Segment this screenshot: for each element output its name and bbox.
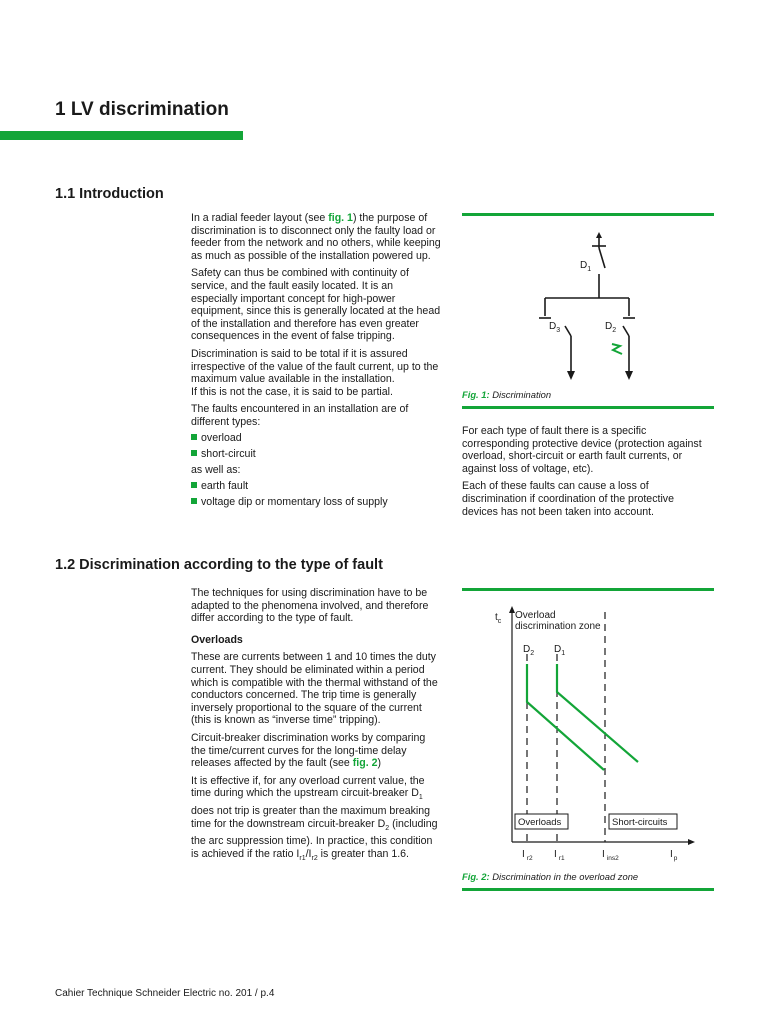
bullet-item: earth fault [191, 480, 441, 493]
fig2-label-ip: $I_p$ [670, 849, 678, 862]
fig2-label-ir2: I $_{r2}$ [522, 849, 533, 862]
fig2-time-current-chart [462, 594, 714, 868]
fig2-label-d1: $D_1$ [554, 644, 566, 657]
intro-paragraph-2: Safety can thus be combined with continuity of service, and the fault easily located. It is an especially important concept for high-power equipment, since this is generally located at the head of the installation and therefore has even greater consequences in the event of false tripping. [191, 267, 441, 343]
fig1-reference-link[interactable]: fig. 1 [328, 212, 353, 224]
fault-left-column [191, 587, 441, 871]
fig2-d2-curve [527, 664, 604, 770]
bullet-item: short-circuit [191, 448, 441, 461]
fig1-d2-arrow [625, 371, 633, 380]
page-heading: 1 LV discrimination [55, 99, 229, 120]
fig2-label-ir1: I $_{r1}$ [554, 849, 565, 862]
fig2-short-circuits-label: Short-circuits [612, 817, 668, 828]
bullet-square-icon [191, 434, 197, 440]
fig1-d1-switch-blade [599, 248, 605, 268]
overloads-paragraph-1: These are currents between 1 and 10 times the duty current. They should be eliminated within a period which is compatible with the thermal withstand of the conductors concerned. The trip time is generally inversely proportional to the square of the current (this is known as “inverse time” tripping). [191, 651, 438, 727]
fig2-d1-curve [557, 664, 638, 762]
overloads-paragraph-3: It is effective if, for any overload current value, the time during which the upstream circuit-breaker $D_1$ does not trip is greater than the maximum breaking time for the downstream circuit-breaker $D_2$ (including the arc suppression time). In practice, this condition is achieved if the ratio $I_{r1}/I_{r2}$ is greater than 1.6. [191, 774, 438, 863]
fig2-overloads-label: Overloads [518, 817, 562, 828]
fig2-label-tc: $t_c$ [495, 612, 502, 625]
bullet-square-icon [191, 450, 197, 456]
fig1-d3-blade [565, 326, 571, 336]
fig2-bottom-rule [462, 888, 714, 891]
bullet-square-icon [191, 498, 197, 504]
fig2-label-d2: $D_2$ [523, 644, 535, 657]
fig2-label-ins2: I $_{ins2}$ [602, 849, 619, 862]
fig2-caption: Fig. 2: Discrimination in the overload zone [462, 871, 639, 882]
fault-lightning-icon [612, 344, 622, 354]
as-well-as-text: as well as: [191, 463, 241, 476]
fig1-caption: Fig. 1: Discrimination [462, 389, 552, 400]
intro-right-column [462, 425, 712, 523]
fig1-d2-blade [623, 326, 629, 336]
section-title-introduction: 1.1 Introduction [55, 186, 164, 202]
fig2-x-arrow [688, 839, 695, 845]
fig1-incoming-arrow [596, 232, 602, 238]
intro-paragraph-1: In a radial feeder layout (see fig. 1) the purpose of discrimination is to disconnect only the faulty load or feeder from the network and no others, while keeping as much as possible of the installation powered up. [191, 212, 441, 262]
fig2-reference-link[interactable]: fig. 2 [352, 757, 378, 770]
subheading-overloads: Overloads [191, 633, 243, 646]
fig1-single-line-diagram [462, 218, 714, 388]
fig1-bottom-rule [462, 406, 714, 409]
intro-paragraph-4: The faults encountered in an installation are of different types: [191, 403, 409, 428]
intro-right-paragraph-2: Each of these faults can cause a loss of discrimination if coordination of the protective devices has not been taken into account. [462, 480, 674, 518]
section-title-fault-type: 1.2 Discrimination according to the type of fault [55, 557, 383, 573]
fig1-d3-arrow [567, 371, 575, 380]
intro-right-paragraph-1: For each type of fault there is a specific corresponding protective device (protection against overload, short-circuit or earth fault currents, or against loss of voltage, etc). [462, 425, 702, 475]
heading-accent-bar [0, 131, 243, 140]
bullet-item: overload [191, 432, 441, 445]
overloads-paragraph-2: Circuit-breaker discrimination works by comparing the time/current curves for the long-time delay releases affected by the fault (see fig. 2) [191, 731, 426, 770]
fig2-zone-label-line1: Overload [515, 610, 556, 621]
fig1-label-d1: $D_1$ [580, 260, 592, 273]
intro-paragraph-3b: If this is not the case, it is said to be partial. [191, 385, 393, 398]
page-footer: Cahier Technique Schneider Electric no. 201 / p.4 [55, 988, 275, 999]
fig1-top-rule [462, 213, 714, 216]
fig2-top-rule [462, 588, 714, 591]
fig1-label-d2: $D_2$ [605, 321, 617, 334]
bullet-item: voltage dip or momentary loss of supply [191, 496, 441, 509]
intro-left-column [191, 212, 441, 512]
fig2-zone-label-line2: discrimination zone [515, 621, 601, 632]
fault-intro-paragraph: The techniques for using discrimination have to be adapted to the phenomena involved, and therefore differ according to the type of fault. [191, 587, 429, 625]
fig1-label-d3: $D_3$ [549, 321, 561, 334]
intro-paragraph-3: Discrimination is said to be total if it is assured irrespective of the value of the fault current, up to the maximum value available in the installation. [191, 347, 439, 386]
bullet-square-icon [191, 482, 197, 488]
